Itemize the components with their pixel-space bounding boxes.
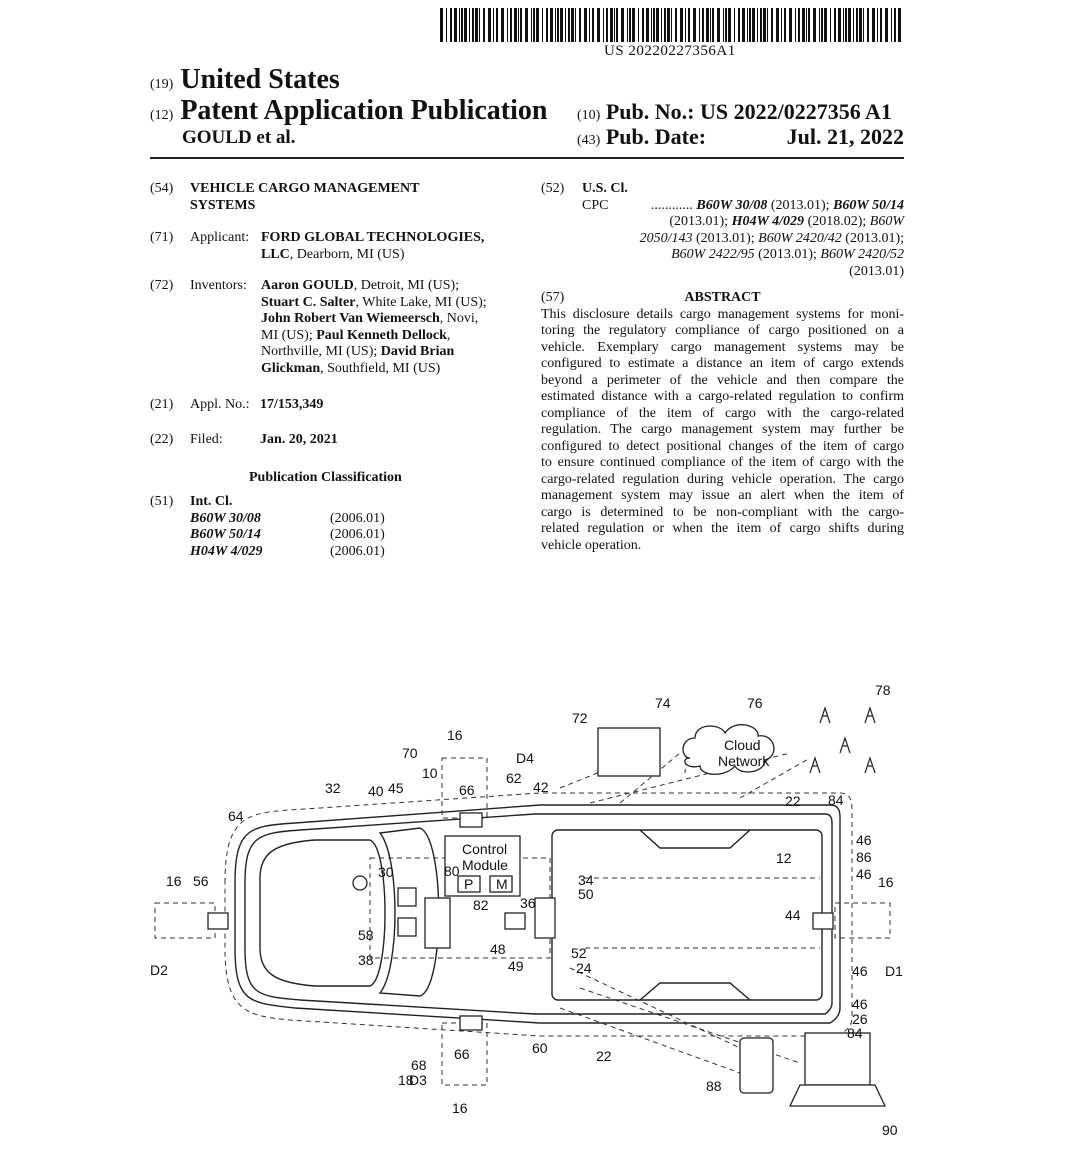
reference-numeral: 18 [398,1072,414,1088]
reference-numeral: 66 [454,1046,470,1062]
cpc-version: (2013.01); [692,230,759,246]
cloud-label-1: Cloud [724,737,761,753]
abstract-line: This disclosure details cargo management systems for moni- [541,306,904,322]
wheel-well-bottom [640,983,750,1000]
reference-numeral: 74 [655,695,671,711]
reference-numeral: 45 [388,780,404,796]
int-cl-class: B60W 30/08 [190,510,261,526]
reference-numeral: 42 [533,779,549,795]
reference-numeral: 34 [578,872,594,888]
cpc-class: B60W 2422/95 [671,247,755,262]
cpc-version: (2013.01); [841,230,904,246]
code-72: (72) [150,278,174,293]
barcode-number: US 20220227356A1 [604,43,736,59]
reference-numeral: 48 [490,941,506,957]
sensor-60 [460,1016,482,1030]
abstract-line: related regulation or when the item of cargo shifts during [541,521,904,536]
indicator-64 [353,876,367,890]
sensor-rear [813,913,833,929]
reference-numeral: 32 [325,780,341,796]
reference-numeral: 84 [828,792,844,808]
reference-numeral: 49 [508,958,524,974]
server-72 [598,728,660,776]
reference-numeral: 90 [882,1122,898,1138]
abstract-line: configured to estimate a distance an item of cargo extends [541,356,904,371]
title-line-2: SYSTEMS [190,197,256,213]
appl-no-value: 17/153,349 [260,397,324,412]
reference-numeral: 38 [358,952,374,968]
reference-numeral: 24 [576,960,592,976]
filed-label: Filed: [190,432,223,447]
int-cl-row [190,544,520,561]
reference-numeral: 52 [571,945,587,961]
cpc-version: (2013.01); [669,214,732,229]
reference-numeral: 50 [578,886,594,902]
reference-numeral: 72 [572,710,588,726]
int-cl-row [190,511,520,528]
reference-numeral: 84 [847,1025,863,1041]
reference-numeral: 62 [506,770,522,786]
publication-classification-heading: Publication Classification [249,470,402,485]
abstract-line: configured to detect positional changes of the item of cargo [541,438,904,454]
reference-numeral: 16 [447,727,463,743]
reference-numeral: D3 [409,1072,427,1088]
cloud-label-2: Network [718,753,770,769]
code-52: (52) [541,181,565,196]
code-57: (57) [541,290,565,305]
sensor-front [208,913,228,929]
abstract-line: compliance of the item of cargo with the cargo-related [541,405,904,421]
inventor-4-loc: Northville, MI (US); [261,344,381,359]
reference-numeral: 80 [444,863,460,879]
us-cl-label: U.S. Cl. [582,181,628,196]
code-43: (43) [577,133,601,148]
inventors-label: Inventors: [190,278,247,293]
cpc-version: (2013.01); [754,247,821,262]
abstract-line: toring the regulatory compliance of cargo positioned on a [541,323,904,338]
code-22: (22) [150,432,174,447]
p-label: P [464,876,474,892]
pub-number-line [577,99,892,125]
int-cl-row [190,527,520,544]
code-21: (21) [150,397,174,412]
reference-numeral: 66 [459,782,475,798]
abstract-line: vehicle. Exemplary cargo management systems may be [541,339,904,355]
reference-numeral: 26 [852,1011,868,1027]
reference-numeral: 16 [452,1100,468,1116]
code-19: (19) [150,77,174,92]
inventor-3-loc: , Novi, [439,311,479,326]
int-cl-version: (2006.01) [330,510,385,526]
inventor-short: GOULD et al. [182,127,296,148]
reference-numeral: 82 [473,897,489,913]
reference-numeral: 22 [785,793,801,809]
inventor-3-loc-cont: MI (US); [261,327,317,343]
int-cl-version: (2006.01) [330,543,385,559]
reference-numeral: 40 [368,783,384,799]
reference-numeral: 68 [411,1057,427,1073]
abstract-line: management system may issue an alert when the item of [541,488,904,503]
header-rule [150,157,904,159]
cpc-version: (2018.02); [804,214,870,229]
int-cl-class: H04W 4/029 [190,543,263,559]
title-line-1: VEHICLE CARGO MANAGEMENT [190,181,420,196]
component-58 [398,918,416,936]
abstract-line: to ensure continued compliance of the item of cargo with the [541,455,904,470]
reference-numeral: 64 [228,808,244,824]
cargo-component [425,898,450,948]
reference-numeral: D1 [885,963,903,979]
reference-numeral: 60 [532,1040,548,1056]
reference-numeral: 44 [785,907,801,923]
reference-numeral: 12 [776,850,792,866]
reference-numeral: 56 [193,873,209,889]
country-line [150,64,340,96]
inventor-2-loc: , White Lake, MI (US); [355,294,487,310]
appl-no-label: Appl. No.: [190,397,250,412]
cpc-class: B60W 30/08 [696,197,768,213]
reference-numeral: D4 [516,750,534,766]
reference-numeral: 46 [852,963,868,979]
country: United States [180,64,340,95]
reference-numeral: 22 [596,1048,612,1064]
abstract-line: beyond a perimeter of the vehicle and then compare the [541,372,904,388]
pub-number-label: Pub. No.: [605,99,695,124]
applicant-name-2: LLC [261,246,290,262]
code-12: (12) [150,108,174,123]
cpc-class: B60W [869,214,904,229]
pub-date-line [577,124,904,150]
reference-numeral: 58 [358,927,374,943]
patent-drawing [140,678,910,1148]
cell-towers [810,708,875,773]
component-30 [398,888,416,906]
code-54: (54) [150,181,174,196]
abstract-line: cargo is determined to be non-compliant with the cargo- [541,504,904,520]
field-52-us-cl [541,181,904,280]
cpc-version: (2013.01); [767,197,834,213]
reference-numeral: 76 [747,695,763,711]
reference-numeral: D2 [150,962,168,978]
inventor-3-name: John Robert Van Wiemeersch [261,311,440,326]
field-51-int-cl [150,494,520,560]
pub-date-label: Pub. Date: [605,124,707,149]
abstract-line: regulation. The cargo management system may further be [541,422,904,437]
cpc-leader-dots: ............ [650,197,697,213]
control-module-2: Module [462,857,508,873]
reference-numeral: 78 [875,682,891,698]
reference-numeral: 36 [520,895,536,911]
pub-date: Jul. 21, 2022 [786,124,904,149]
inventor-5-loc: , Southfield, MI (US) [320,360,441,376]
code-51: (51) [150,494,174,509]
inventor-1-name: Aaron GOULD [261,278,354,293]
reference-numeral: 46 [856,866,872,882]
cpc-class: B60W 2420/52 [820,247,904,262]
reference-numeral: 86 [856,849,872,865]
reference-numeral: 46 [856,832,872,848]
inventor-2-name: Stuart C. Salter [261,294,356,310]
applicant-location: , Dearborn, MI (US) [289,246,405,262]
field-71-applicant [150,230,520,263]
phone-88 [740,1038,773,1093]
reference-numeral: 10 [422,765,438,781]
publication-type-line [150,95,547,127]
int-cl-version: (2006.01) [330,527,385,542]
inventor-5-name: David Brian [380,344,455,359]
filed-value: Jan. 20, 2021 [260,432,338,447]
m-label: M [496,876,508,892]
sensor-62 [460,813,482,827]
cpc-class: B60W 2420/42 [758,230,842,246]
zone-rear [835,903,890,938]
applicant-label: Applicant: [190,230,250,245]
abstract-text [541,307,904,555]
reference-numeral: 16 [878,874,894,890]
cpc-version: (2013.01) [849,263,904,279]
abstract-heading: ABSTRACT [684,290,761,305]
component-34 [535,898,555,938]
laptop-base-90 [790,1085,885,1106]
code-71: (71) [150,230,174,245]
field-57-abstract [541,290,904,554]
abstract-line: cargo-related regulation during vehicle operation. The cargo [541,471,904,487]
pub-number: US 2022/0227356 A1 [699,99,892,124]
reference-numeral: 30 [378,864,394,880]
control-module-1: Control [462,841,508,857]
int-cl-class: B60W 50/14 [190,527,261,542]
zone-front [155,903,215,938]
abstract-line: estimated distance with a cargo-related regulation to confirm [541,389,904,404]
inventor-5-name-cont: Glickman [261,360,321,376]
inventor-4-name: Paul Kenneth Dellock [316,327,447,343]
document-type: Patent Application Publication [180,95,548,126]
cpc-label: CPC [582,197,609,213]
reference-numeral: 46 [852,996,868,1012]
field-72-inventors: (72) Inventors: Aaron GOULD, Detroit, MI (US); Stuart C. Salter, White Lake, MI (US); John Robert Van Wiemeersch, Novi, MI (US); Paul Kenneth Dellock, Northville, MI (US); David Brian Glickman, Southfield, MI (US) [150,278,487,376]
reference-numeral: 16 [166,873,182,889]
inventor-1-loc: , Detroit, MI (US); [353,278,460,293]
reference-numeral: 70 [402,745,418,761]
abstract-line: vehicle operation. [541,537,642,553]
applicant-name-1: FORD GLOBAL TECHNOLOGIES, [261,230,485,245]
reference-numeral: 88 [706,1078,722,1094]
cpc-class: H04W 4/029 [731,214,805,229]
component-36 [505,913,525,929]
int-cl-label: Int. Cl. [190,494,233,509]
field-54-title [150,181,520,214]
wheel-well-top [640,830,750,848]
barcode [440,8,905,42]
cpc-class: B60W 50/14 [833,197,904,213]
cpc-class-cont: 2050/143 [639,230,693,246]
code-10: (10) [577,108,601,123]
